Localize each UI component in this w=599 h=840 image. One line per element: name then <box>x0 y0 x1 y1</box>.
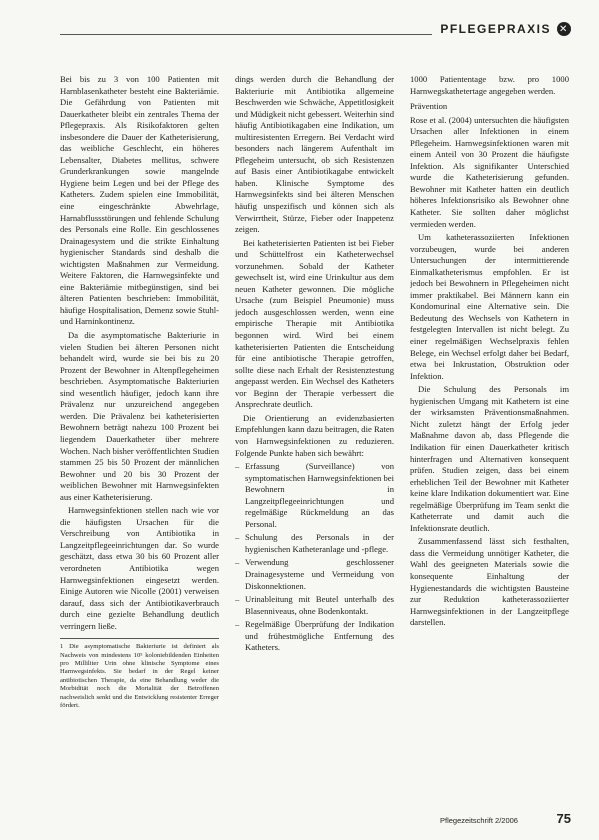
page-number: 75 <box>556 811 571 826</box>
column-3 <box>410 74 569 819</box>
paragraph: Zusammenfassend lässt sich festhalten, dass die Vermeidung unnötiger Katheter, die Wahl des geeigneten Materials sowie die konsequente Einhaltung der Hygienestandards die wichtigsten Bausteine zur Reduktion katheterassoziierter Harnwegsinfektionen in der Langzeitpflege darstellen. <box>410 536 569 628</box>
paragraph: Bei bis zu 3 von 100 Patienten mit Harnblasenkatheter besteht eine Bakteriämie. Die Gefährdung von Patienten mit Dauerkatheter bleibt ein zentrales Thema der Pflegepraxis. Als Risikofaktoren gelten insbesondere die Dauer der Katheterisierung, das weibliche Geschlecht, ein höheres Lebensalter, Diabetes mellitus, schwere Grunderkrankungen sowie mangelnde Hygiene beim Legen und bei der Pflege des Katheters. Zudem spielen eine Immobilität, eine eingeschränkte Abwehrlage, Harnabflussstörungen und fehlende Schulung des Personals eine Rolle. Ein geschlossenes Drainagesystem und die strikte Einhaltung hygienischer Standards sind deshalb die wichtigsten Maßnahmen zur Vermeidung. Weitere Faktoren, die Harnwegsinfekte und eine Bakteriämie mitbegünstigen, sind bei älteren Patienten beschrieben: Immobilität, häufige Hospitalisation, Demenz sowie Stuhl- und Harninkontinenz. <box>60 74 219 327</box>
section-label: PFLEGEPRAXIS <box>440 22 551 36</box>
paragraph: 1000 Patiententage bzw. pro 1000 Harnwegskathetertage angegeben werden. <box>410 74 569 96</box>
paragraph: Harnwegsinfektionen stellen nach wie vor die häufigsten Ursachen für die Verschreibung von Antibiotika in Langzeitpflegeeinrichtungen dar. So wurde geschätzt, dass etwa 30 bis 60 Prozent aller verordneten Antibiotika wegen Harnwegsinfektionen eingesetzt werden. Einige Autoren wie Nicolle (2001) verweisen darauf, dass sich der Antibiotikaverbrauch durch eine gezielte Behandlung deutlich verringern ließe. <box>60 505 219 631</box>
section-title <box>432 22 571 36</box>
paragraph: Rose et al. (2004) untersuchten die häufigsten Ursachen aller Infektionen in einem Pflegeheim. Harnwegsinfektionen waren mit einem Anteil von 30 Prozent die häufigste Infektion. Als signifikanter Unterschied wurde die Katheterisierung gefunden. Bewohner mit Katheter hatten ein deutlich höheres Infektionsrisiko als Bewohner ohne Katheter. Sie sollten daher möglichst vermieden werden. <box>410 114 569 229</box>
paragraph: Bei katheterisierten Patienten ist bei Fieber und Schüttelfrost ein Katheterwechsel vorzunehmen. Sobald der Katheter gewechselt ist, wird eine Urinkultur aus dem neuen Katheter gewonnen. Die mögliche Ursache (zum Beispiel Pneumonie) muss jedoch ausgeschlossen werden, wenn eine empirische Therapie mit Antibiotika begonnen wird. Wird bei einem katheterisierten Patienten die Entscheidung für eine antibiotische Therapie getroffen, sollte diese nach Erhalt der Resistenztestung angepasst werden. Ein Wechsel des Katheters vor Beginn der Therapie verbessert die Ansprechrate deutlich. <box>235 237 394 410</box>
section-heading: Prävention <box>410 101 448 112</box>
bullet-item: – Schulung des Personals in der hygienischen Katheteranlage und -pflege. <box>235 532 394 555</box>
x-icon: ✕ <box>557 22 571 36</box>
bullet-item: – Regelmäßige Überprüfung der Indikation und frühestmögliche Entfernung des Katheters. <box>235 619 394 654</box>
paragraph: dings werden durch die Behandlung der Bakteriurie mit Antibiotika allgemeine Beschwerden wie Schwäche, Appetitlosigkeit und Müdigkeit nicht gebessert. Weiterhin sind häufig Antibiotikagaben eine Indikation, um multiresistenten Erregern. Bei Verdacht wird besonders nach längerem Aufenthalt im Pflegeheim untersucht, ob sich Resistenzen auf Basis einer Antibiotikagabe entwickelt haben. Klinische Symptome des Harnwegsinfekts sind bei älteren Menschen häufig unspezifisch und können sich als Verwirrtheit, Stürze, Fieber oder Inappetenz zeigen. <box>235 74 394 235</box>
footnote: 1 Die asymptomatische Bakteriurie ist definiert als Nachweis von mindestens 10⁵ koloniebildenden Einheiten pro Milliliter Urin ohne klinische Symptome eines Harnwegsinfekts. Sie bedarf in der Regel keiner antibiotischen Therapie, da eine Behandlung weder die Morbidität noch die Mortalität der Betroffenen nachweislich senkt und die Entwicklung resistenter Erreger fördert. <box>60 638 219 710</box>
page-header <box>0 0 599 50</box>
paragraph: Da die asymptomatische Bakteriurie in vielen Studien bei älteren Personen nicht behandelt wird, wurde sie bei bis zu 20 Prozent der Bewohner in Altenpflegeheimen beschrieben. Asymptomatische Bakteriurien sind wesentlich häufiger, jedoch kann ihre Prävalenz nur unzureichend angegeben werden. Die Prävalenz bei katheterisierten Bewohnern beträgt nahezu 100 Prozent bei liegendem Dauerkatheter über mehrere Wochen. Nach bisher veröffentlichten Studien stammen 25 bis 50 Prozent der männlichen Bewohner und 20 bis 30 Prozent der weiblichen Bewohner mit Harnwegsinfekten aus einer Katheterisierung. <box>60 330 219 502</box>
page-footer <box>440 811 571 826</box>
paragraph: Um katheterassoziierten Infektionen vorzubeugen, wurde bei anderen Untersuchungen der intermittierende Einmalkatheterismus empfohlen. Er ist jedoch bei Bewohnern in Pflegeheimen nicht immer praktikabel. Bei Männern kann ein Kondomurinal eine Alternative sein. Die Bedeutung des Wechsels von Kathetern in festgelegten Intervallen ist nicht belegt. Zu einer regelmäßigen Wechselpraxis fehlen Belege, ein Wechsel erfolgt daher bei Bedarf, etwa bei Inkrustation, Obstruktion oder Infektion. <box>410 232 569 381</box>
journal-citation: Pflegezeitschrift 2/2006 <box>440 816 518 825</box>
paragraph: Die Orientierung an evidenzbasierten Empfehlungen kann dazu beitragen, die Raten von Harnwegsinfektionen zu reduzieren. Folgende Punkte haben sich bewährt: <box>235 412 394 458</box>
column-2 <box>235 74 394 819</box>
paragraph: Die Schulung des Personals im hygienischen Umgang mit Kathetern ist eine der wirksamsten Präventionsmaßnahmen. Nicht zuletzt hängt der Erfolg jeder Maßnahme davon ab, dass Pflegende die Indikation für einen Dauerkatheter kritisch hinterfragen und Alternativen konsequent prüfen. Studien zeigen, dass bei einem erheblichen Teil der Bewohner mit Katheter keine klare Indikation dokumentiert war. Eine regelmäßige Überprüfung im Team senkt die Katheterrate und damit auch die Infektionsrate deutlich. <box>410 384 569 533</box>
bullet-item: – Verwendung geschlossener Drainagesysteme und Vermeidung von Diskonnektionen. <box>235 557 394 592</box>
bullet-item: – Urinableitung mit Beutel unterhalb des Blasenniveaus, ohne Bodenkontakt. <box>235 594 394 617</box>
column-1 <box>60 74 219 819</box>
bullet-item: – Erfassung (Surveillance) von symptomatischen Harnwegsinfektionen bei Bewohnern in Langzeitpflegeeinrichtungen und regelmäßige Rückmeldung an das Personal. <box>235 461 394 530</box>
article-body <box>60 74 570 814</box>
